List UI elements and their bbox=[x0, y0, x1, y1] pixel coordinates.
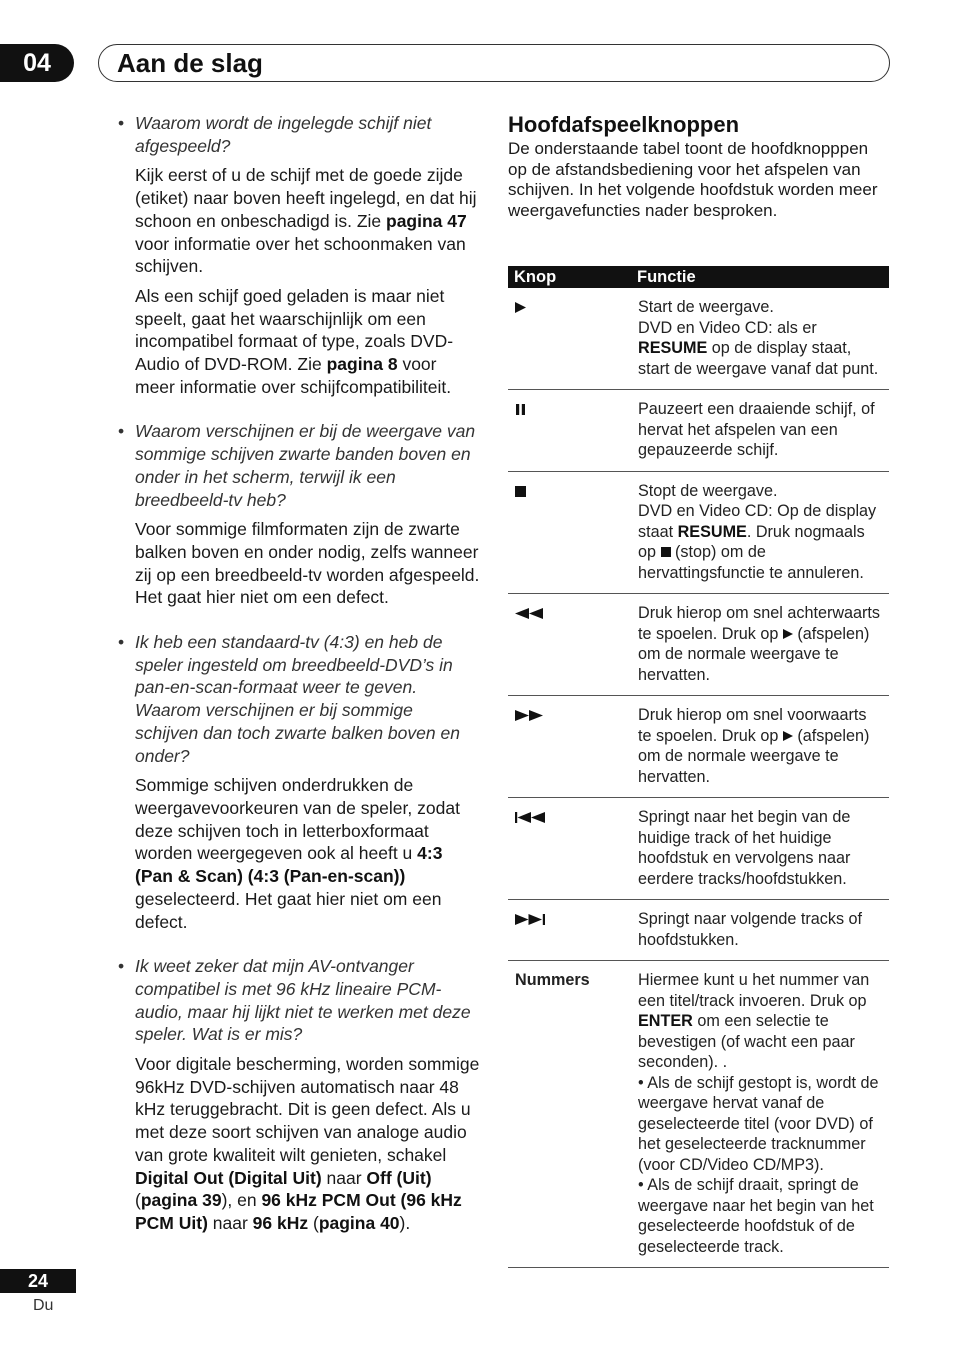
header-key: Knop bbox=[508, 266, 631, 288]
function-line bbox=[638, 807, 883, 889]
text-run: (afspelen) om de normale weergave te hervatten. bbox=[638, 624, 870, 684]
button-function-cell bbox=[631, 288, 889, 390]
question-text: Waarom verschijnen er bij de weergave van sommige schijven zwarte banden boven en onder in het scherm, terwijl ik een breedbeeld-tv heb? bbox=[135, 421, 476, 510]
function-line bbox=[638, 1073, 883, 1176]
header-function: Functie bbox=[631, 266, 889, 288]
faq-column bbox=[118, 112, 480, 1235]
text-run: naar bbox=[207, 1212, 253, 1233]
button-key-cell bbox=[508, 900, 631, 961]
text-run: naar bbox=[321, 1167, 367, 1188]
button-function-cell bbox=[631, 471, 889, 594]
text-run: Voor sommige filmformaten zijn de zwarte balken boven en onder nodig, zelfs wanneer zij op een breedbeeld-tv worden afgespeeld. Het gaat hier niet om een defect. bbox=[135, 519, 480, 608]
text-run: ( bbox=[308, 1212, 319, 1233]
button-function-cell bbox=[631, 390, 889, 472]
playback-buttons-section bbox=[508, 112, 888, 221]
chapter-title-box bbox=[98, 44, 890, 82]
function-line bbox=[638, 399, 883, 461]
section-heading: Hoofdafspeelknoppen bbox=[508, 112, 740, 137]
text-run: Start de weergave. bbox=[638, 298, 774, 316]
button-key-cell bbox=[508, 798, 631, 900]
section-intro: De onderstaande tabel toont de hoofdknopppen op de afstandsbediening voor het afspelen van schijven. In het volgende hoofdstuk worden meer weergavefuncties nader besproken. bbox=[508, 139, 878, 220]
bold-text: 96 kHz bbox=[252, 1212, 309, 1233]
function-line bbox=[638, 970, 883, 1073]
table-row bbox=[508, 961, 889, 1268]
table-row bbox=[508, 798, 889, 900]
function-line bbox=[638, 501, 883, 583]
question-text: Ik heb een standaard-tv (4:3) en heb de speler ingesteld om breedbeeld-DVD’s in pan-en-scan-formaat weer te geven. Waarom verschijnen er bij sommige schijven dan toch zwarte balken boven en onder? bbox=[135, 632, 460, 766]
button-key-cell bbox=[508, 288, 631, 390]
bold-text: pagina 40 bbox=[318, 1212, 400, 1233]
play-icon bbox=[783, 726, 793, 747]
fast-forward-icon bbox=[515, 710, 625, 721]
bold-text: ENTER bbox=[638, 1012, 693, 1030]
text-run: Als een schijf goed geladen is maar niet speelt, gaat het waarschijnlijk om een incompatibel formaat of type, zoals DVD-Audio of DVD-ROM. Zie bbox=[135, 285, 454, 375]
bold-text: 4:3 (Pan & Scan) (4:3 (Pan-en-scan)) bbox=[135, 843, 443, 887]
faq-answer bbox=[118, 285, 480, 399]
bold-text: RESUME bbox=[638, 339, 708, 357]
text-run: • Als de schijf draait, springt de weergave naar het begin van het geselecteerde hoofdstuk of de geselecteerde track. bbox=[638, 1176, 874, 1256]
text-run: geselecteerd. Het gaat hier niet om een defect. bbox=[135, 888, 442, 932]
table-row bbox=[508, 696, 889, 798]
button-key-cell bbox=[508, 594, 631, 696]
text-run: Druk hierop om snel achterwaarts te spoelen. Druk op bbox=[638, 604, 881, 643]
page-number: 24 bbox=[0, 1269, 76, 1293]
text-run: Sommige schijven onderdrukken de weergavevoorkeuren van de speler, zodat deze schijven toch in letterboxformaat worden weergegeven ook al heeft u bbox=[135, 775, 460, 864]
table-row bbox=[508, 594, 889, 696]
play-icon bbox=[515, 302, 625, 313]
pause-icon bbox=[515, 404, 625, 415]
question-text: Ik weet zeker dat mijn AV-ontvanger compatibel is met 96 kHz lineaire PCM-audio, maar hij lijkt niet te werken met deze speler. Wat is er mis? bbox=[135, 956, 471, 1045]
stop-icon bbox=[515, 486, 625, 497]
text-run: • Als de schijf gestopt is, wordt de weergave hervat vanaf de geselecteerde titel (voor DVD) of het geselecteerde tracknummer (voor CD/Video CD/MP3). bbox=[638, 1073, 879, 1174]
bold-text: pagina 8 bbox=[326, 354, 398, 375]
function-line bbox=[638, 1175, 883, 1257]
function-line bbox=[638, 297, 883, 318]
text-run: . Druk nogmaals op bbox=[638, 522, 865, 561]
function-line bbox=[638, 318, 883, 380]
text-run: ). bbox=[399, 1212, 411, 1233]
faq-question bbox=[118, 112, 480, 157]
button-function-cell bbox=[631, 798, 889, 900]
chapter-title: Aan de slag bbox=[117, 48, 263, 78]
bullet-icon: • bbox=[118, 632, 125, 653]
button-key-cell bbox=[508, 471, 631, 594]
text-run: Druk hierop om snel voorwaarts te spoelen. Druk op bbox=[638, 706, 867, 745]
next-track-icon bbox=[515, 914, 625, 925]
bold-text: RESUME bbox=[677, 522, 747, 541]
function-line bbox=[638, 603, 883, 685]
play-icon bbox=[783, 624, 793, 645]
text-run: voor meer informatie over schijfcompatibiliteit. bbox=[135, 354, 452, 397]
table-header-row bbox=[508, 266, 889, 288]
button-key-cell bbox=[508, 696, 631, 798]
question-text: Waarom wordt de ingelegde schijf niet afgespeeld? bbox=[135, 113, 432, 156]
text-run: DVD en Video CD: als er bbox=[638, 318, 817, 337]
bold-text: pagina 39 bbox=[140, 1190, 222, 1211]
table-row bbox=[508, 288, 889, 390]
text-run: Springt naar het begin van de huidige track of het huidige hoofdstuk en vervolgens naar eerdere tracks/hoofdstukken. bbox=[638, 808, 851, 888]
function-line bbox=[638, 481, 883, 502]
stop-icon bbox=[661, 542, 671, 563]
button-function-cell bbox=[631, 961, 889, 1268]
text-run: Kijk eerst of u de schijf met de goede zijde (etiket) naar boven heeft ingelegd, en dat hij schoon en onbeschadigd is. Zie bbox=[135, 165, 477, 231]
bold-text: pagina 47 bbox=[386, 210, 467, 231]
bullet-icon: • bbox=[118, 421, 125, 442]
chapter-number: 04 bbox=[0, 44, 74, 82]
table-row bbox=[508, 900, 889, 961]
bold-text: Off (Uit) bbox=[366, 1167, 432, 1188]
text-run: Voor digitale bescherming, worden sommige 96kHz DVD-schijven automatisch naar 48 kHz teruggebracht. Dit is geen defect. Als u met deze soort schijven van analoge audio van grote kwaliteit wilt genieten, schakel bbox=[135, 1054, 480, 1165]
button-function-cell bbox=[631, 900, 889, 961]
text-run: ), en bbox=[221, 1190, 262, 1211]
bullet-icon: • bbox=[118, 113, 125, 133]
text-run: ( bbox=[135, 1190, 141, 1211]
button-function-cell bbox=[631, 696, 889, 798]
text-run: voor informatie over het schoonmaken van schijven. bbox=[135, 233, 466, 277]
text-run: (stop) om de hervattingsfunctie te annuleren. bbox=[638, 543, 864, 582]
text-run: (afspelen) om de normale weergave te hervatten. bbox=[638, 726, 870, 786]
function-line bbox=[638, 909, 883, 950]
faq-answer bbox=[118, 774, 480, 933]
language-label: Du bbox=[33, 1297, 54, 1314]
previous-track-icon bbox=[515, 812, 625, 823]
text-run: Pauzeert een draaiende schijf, of hervat het afspelen van een gepauzeerde schijf. bbox=[638, 400, 875, 459]
rewind-icon bbox=[515, 608, 625, 619]
text-run: DVD en Video CD: Op de display staat bbox=[638, 502, 877, 541]
button-function-cell bbox=[631, 594, 889, 696]
faq-question bbox=[118, 955, 480, 1046]
button-key-cell bbox=[508, 961, 631, 1268]
function-line bbox=[638, 705, 883, 787]
text-run: Stopt de weergave. bbox=[638, 481, 778, 500]
faq-answer bbox=[118, 518, 480, 609]
button-key-cell bbox=[508, 390, 631, 472]
text-run: op de display staat, start de weergave vanaf dat punt. bbox=[638, 339, 879, 378]
table-row bbox=[508, 471, 889, 594]
text-run: Hiermee kunt u het nummer van een titel/track invoeren. Druk op bbox=[638, 971, 870, 1010]
table-row bbox=[508, 390, 889, 472]
text-run: Springt naar volgende tracks of hoofdstukken. bbox=[638, 910, 863, 949]
button-key-label: Nummers bbox=[515, 971, 590, 989]
faq-answer bbox=[118, 164, 480, 278]
text-run: om een selectie te bevestigen (of wacht een paar seconden). . bbox=[638, 1012, 855, 1071]
bold-text: Digital Out (Digital Uit) bbox=[135, 1167, 322, 1188]
faq-question bbox=[118, 420, 480, 511]
bold-text: 96 kHz PCM Out (96 kHz PCM Uit) bbox=[135, 1190, 462, 1233]
faq-question bbox=[118, 631, 480, 767]
bullet-icon: • bbox=[118, 956, 125, 977]
faq-answer bbox=[118, 1053, 480, 1235]
buttons-table bbox=[508, 266, 889, 1268]
